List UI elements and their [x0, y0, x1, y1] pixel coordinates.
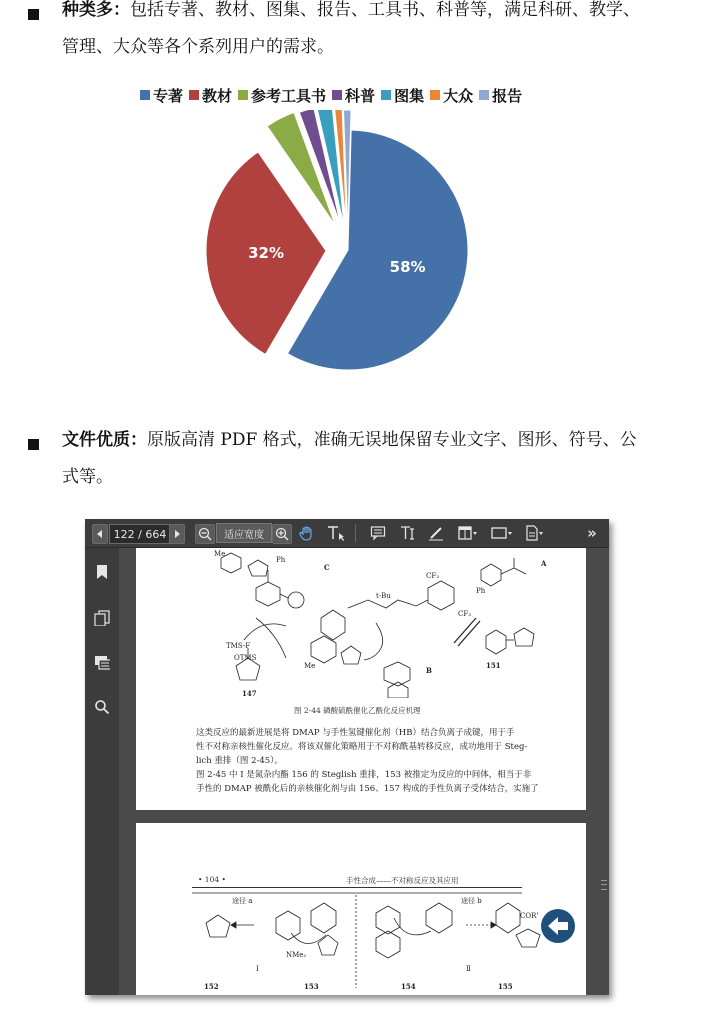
section-kinds-heading: 种类多： — [62, 0, 130, 20]
label-me-top: Me — [214, 550, 226, 558]
fit-width-select[interactable]: 适应宽度 — [216, 523, 272, 543]
legend-swatch — [430, 90, 440, 100]
legend-swatch — [238, 90, 248, 100]
legend-swatch — [189, 90, 199, 100]
compound-153: 153 — [304, 982, 319, 991]
route-b-label: 途径 b — [461, 897, 482, 905]
section-quality-line1: 原版高清 PDF 格式，准确无误地保留专业文字、图形、符号、公 — [147, 430, 637, 450]
running-header: 手性合成——不对称反应及其应用 — [346, 876, 459, 885]
section-quality-heading: 文件优质： — [62, 430, 147, 450]
nme2-label: NMe₂ — [286, 951, 307, 959]
pie-value-label: 58% — [389, 257, 426, 276]
compound-154: 154 — [401, 982, 416, 991]
text-select-button[interactable] — [325, 524, 349, 542]
document-page-122 — [136, 548, 586, 810]
prev-page-button[interactable] — [92, 524, 108, 544]
viewer-sidebar — [85, 548, 119, 995]
document-sign-icon — [524, 525, 546, 541]
section-kinds-line1: 包括专著、教材、图集、报告、工具书、科普等，满足科研、教学、 — [130, 0, 640, 20]
label-cf3-2: CF₃ — [458, 610, 472, 618]
compound-155: 155 — [498, 982, 513, 991]
page-layout-icon — [457, 525, 479, 541]
hand-tool-button[interactable] — [298, 524, 316, 542]
text-cursor-icon — [326, 525, 348, 541]
body-paragraph-1 — [196, 726, 586, 796]
legend-label: 教材 — [202, 86, 233, 105]
comment-icon — [370, 525, 386, 541]
section-kinds-line2: 管理、大众等各个系列用户的需求。 — [62, 37, 334, 57]
more-tools-button[interactable]: » — [587, 524, 597, 542]
comment-button[interactable] — [369, 524, 387, 542]
legend-swatch — [140, 90, 150, 100]
label-tbu: t-Bu — [376, 592, 391, 600]
figure-caption: 图 2-44 磷酸硫酰催化乙酰化反应机理 — [294, 706, 421, 715]
para1-line1: 这类反应的最新进展是将 DMAP 与手性氢键催化剂（HB）结合负离子成键，用于手 — [196, 728, 515, 738]
legend-label: 科普 — [345, 86, 376, 105]
label-tms-f: TMS-F — [226, 642, 251, 650]
legend-item — [140, 85, 183, 106]
route-a-label: 途径 a — [232, 897, 253, 905]
bookmark-button[interactable] — [94, 564, 110, 580]
legend-item — [430, 85, 473, 106]
back-button[interactable] — [541, 909, 575, 943]
rectangle-icon — [490, 525, 514, 541]
zoom-in-icon — [275, 527, 289, 541]
chevron-left-icon — [96, 530, 104, 538]
para1-line2: 性不对称亲核性催化反应。将该双催化策略用于不对称酰基转移反应，成功地用于 Steg- — [196, 742, 528, 752]
pie-chart — [200, 110, 500, 380]
legend-item — [479, 85, 522, 106]
pages-icon — [94, 610, 110, 626]
legend-item — [238, 85, 326, 106]
para1-line3: lich 重排（图 2-45）。 — [196, 756, 283, 766]
label-147: 147 — [242, 689, 257, 698]
label-otms: OTMS — [234, 654, 257, 662]
label-a: A — [541, 559, 547, 568]
legend-swatch — [479, 90, 489, 100]
bullet-square — [28, 439, 39, 450]
pie-value-label — [259, 110, 284, 111]
bullet-square — [28, 9, 39, 20]
page-number: • 104 • — [198, 875, 226, 884]
layout-dropdown[interactable] — [456, 524, 480, 542]
pen-icon — [428, 525, 444, 541]
legend-label: 大众 — [443, 86, 474, 105]
legend-label: 参考工具书 — [251, 86, 327, 105]
legend-item — [189, 85, 232, 106]
pdf-viewer — [85, 519, 609, 995]
para2-line2: 手性的 DMAP 被酰化后的亲核催化剂与由 156、157 构成的手性负离子受体结合，实施了 — [196, 784, 539, 794]
page-indicator[interactable]: 122 / 664 — [109, 524, 171, 544]
next-page-button[interactable] — [169, 524, 185, 544]
label-cf3-1: CF₃ — [426, 572, 440, 580]
legend-label: 报告 — [492, 86, 523, 105]
reaction-mechanism-figure — [136, 548, 586, 698]
chevron-right-icon — [173, 530, 181, 538]
reaction-route-figure — [136, 823, 586, 995]
chart-legend — [140, 85, 522, 105]
document-page-123 — [136, 823, 586, 995]
legend-swatch — [332, 90, 342, 100]
pie-value-label: 32% — [248, 244, 285, 263]
zoom-out-button[interactable] — [195, 524, 215, 544]
shape-dropdown[interactable] — [489, 524, 515, 542]
hand-icon — [299, 525, 315, 541]
comments-button[interactable] — [94, 655, 110, 671]
section-kinds-text — [62, 0, 712, 66]
compound-152: 152 — [204, 982, 219, 991]
scroll-handle[interactable] — [601, 880, 607, 890]
section-quality-line2: 式等。 — [62, 467, 113, 487]
bookmark-icon — [96, 564, 108, 580]
toolbar-divider — [355, 524, 356, 542]
para2-line1: 图 2-45 中 Ⅰ 是氮杂内酯 156 的 Steglish 重排，153 被推定为反应的中间体，相当于非 — [196, 770, 532, 780]
search-icon — [94, 699, 110, 715]
sign-dropdown[interactable] — [523, 524, 547, 542]
roman-1: Ⅰ — [256, 965, 259, 973]
zoom-in-button[interactable] — [272, 524, 292, 544]
draw-button[interactable] — [427, 524, 445, 542]
legend-item — [381, 85, 424, 106]
comments-icon — [94, 655, 110, 671]
cor-label: COR' — [520, 912, 539, 920]
label-ph-a: Ph — [476, 587, 486, 595]
section-quality-text — [62, 422, 712, 496]
pages-button[interactable] — [94, 610, 110, 626]
legend-swatch — [381, 90, 391, 100]
roman-2: Ⅱ — [466, 965, 471, 973]
legend-item — [332, 85, 375, 106]
search-button[interactable] — [94, 699, 110, 715]
text-box-icon — [399, 525, 415, 541]
label-c: C — [324, 563, 330, 572]
label-ph-top: Ph — [276, 556, 286, 564]
arrow-left-icon — [547, 916, 569, 936]
legend-label: 专著 — [153, 86, 184, 105]
zoom-out-icon — [198, 527, 212, 541]
legend-label: 图集 — [394, 86, 425, 105]
label-b: B — [426, 666, 432, 675]
label-me-b: Me — [304, 662, 316, 670]
viewer-toolbar — [85, 519, 609, 548]
label-151: 151 — [486, 661, 501, 670]
text-tool-button[interactable] — [398, 524, 416, 542]
document-area[interactable] — [119, 548, 609, 995]
